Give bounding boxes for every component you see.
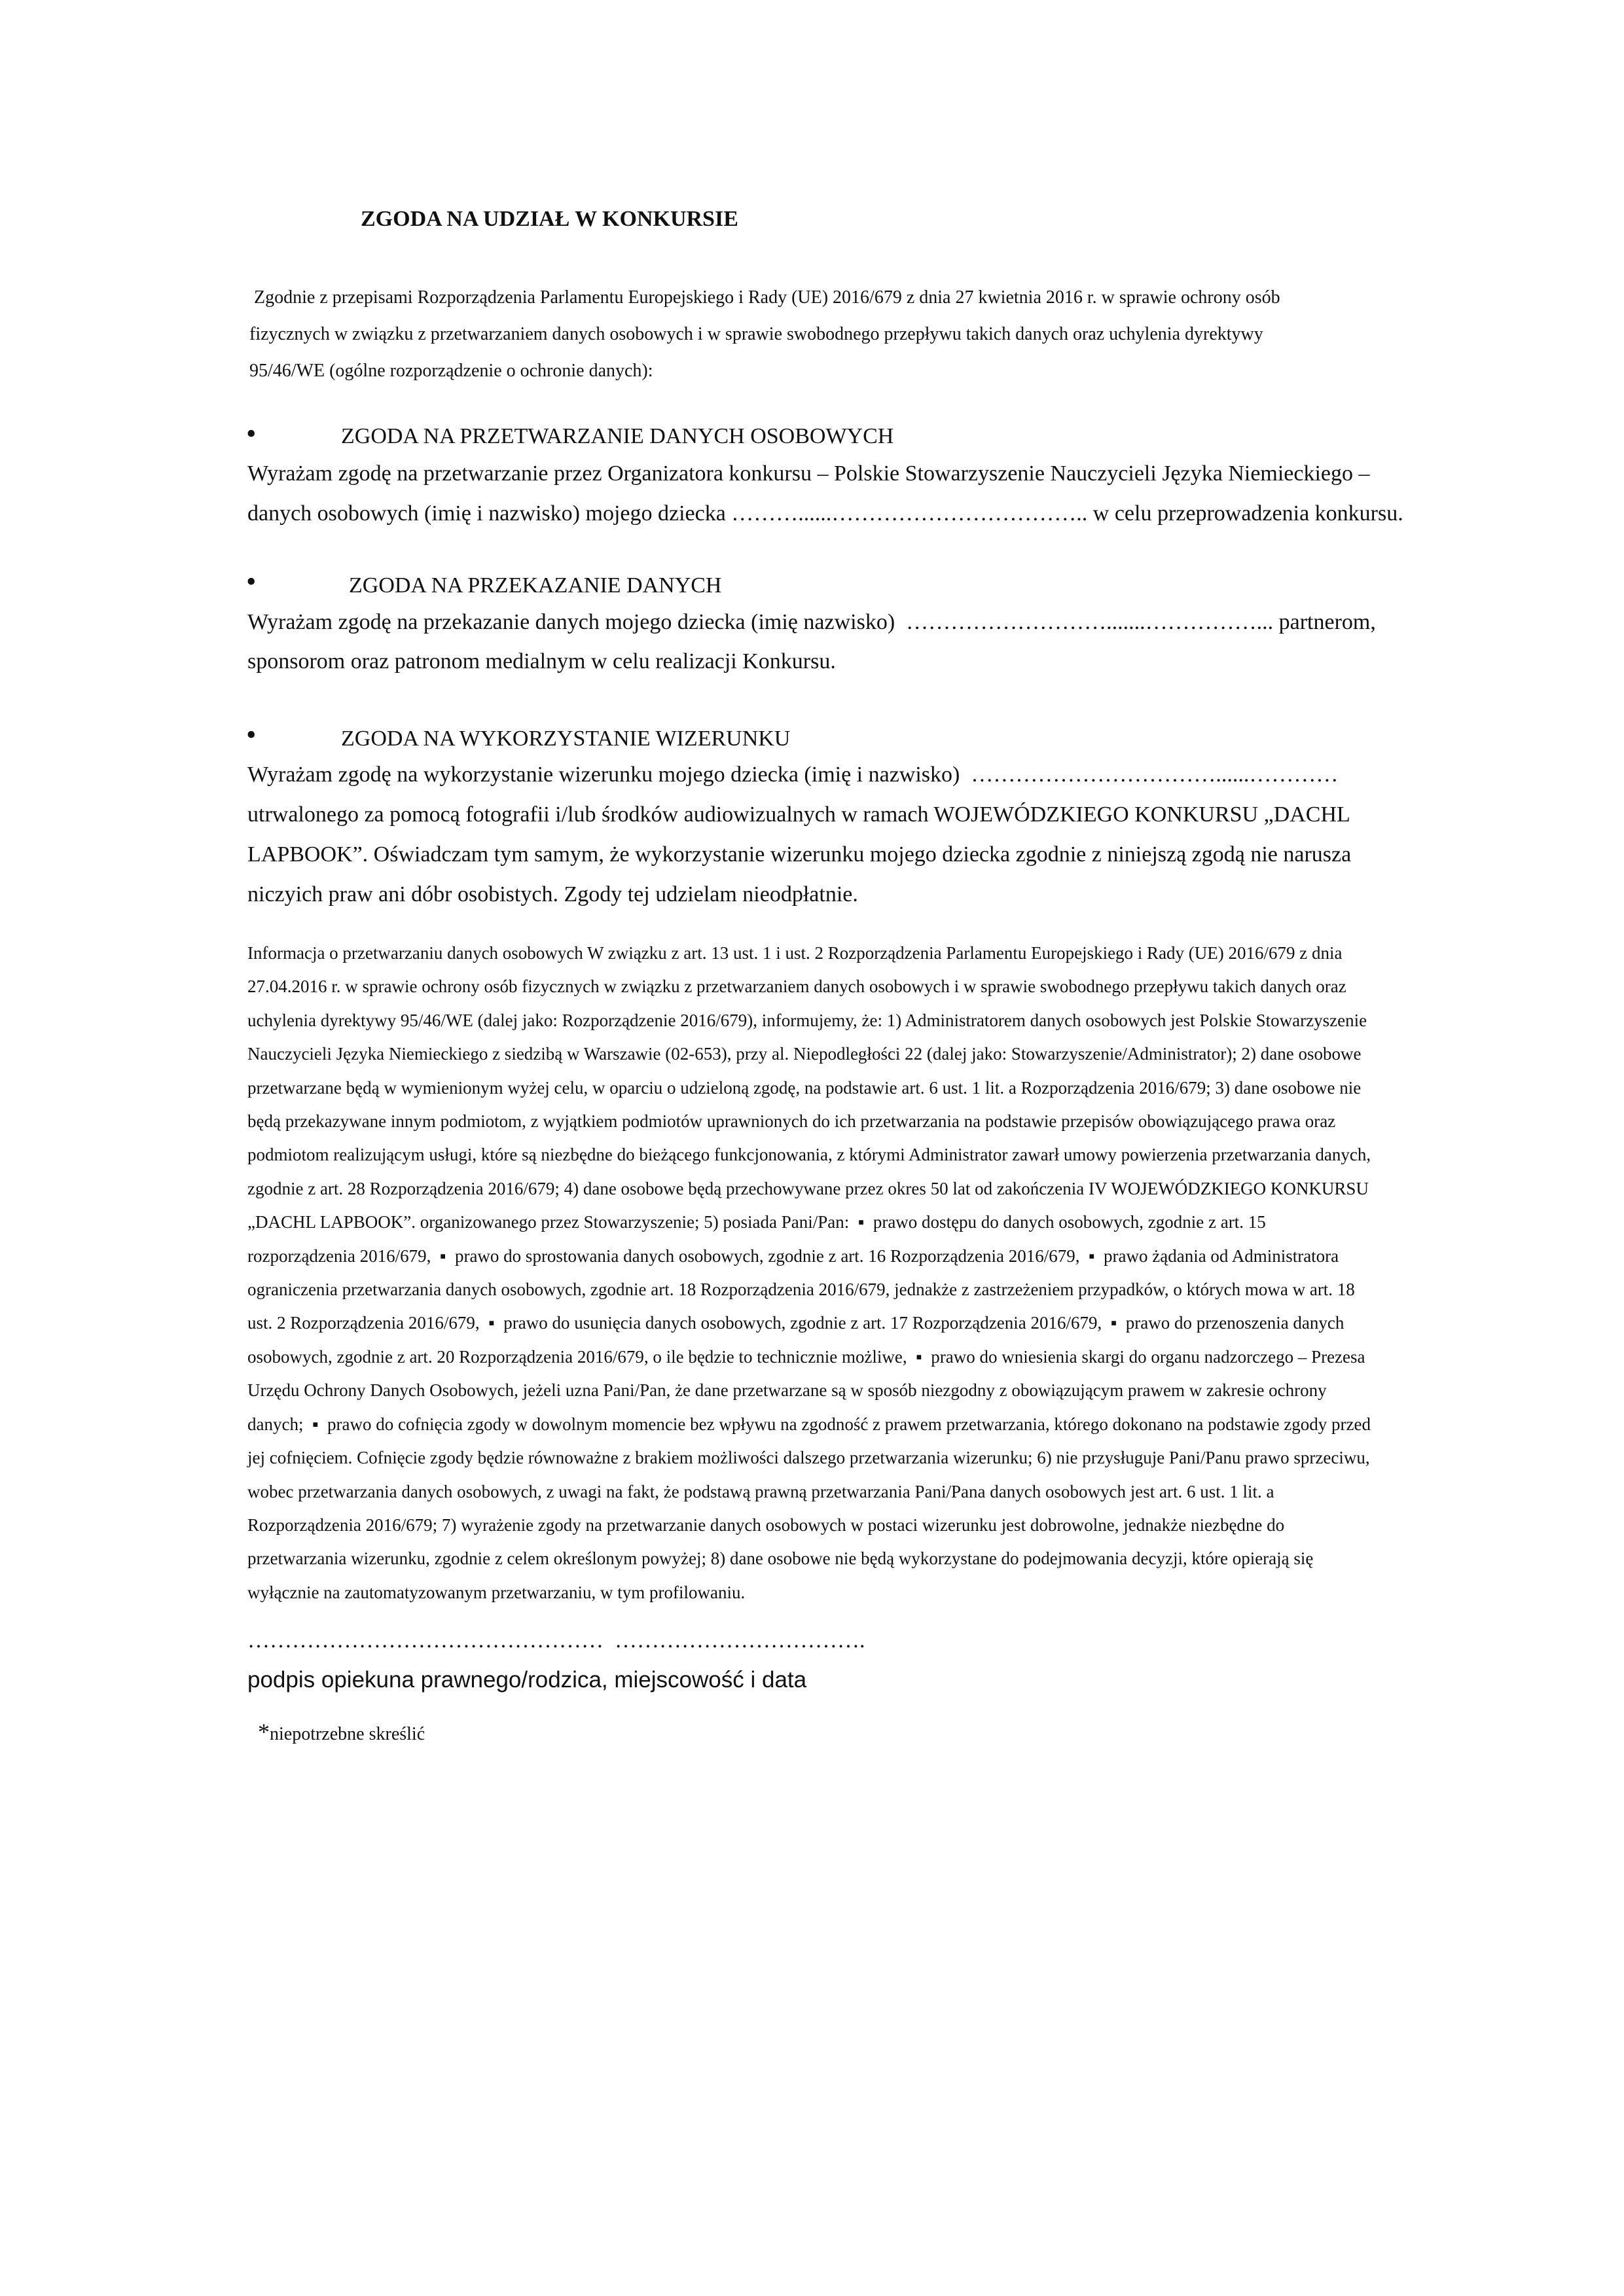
signature-label: podpis opiekuna prawnego/rodzica, miejscowość i data (247, 1667, 807, 1693)
information-line: danych; ▪ prawo do cofnięcia zgody w dowolnym momencie bez wpływu na zgodność z prawem przetwarzania, którego dokonano na podstawie zgody przed (247, 1414, 1371, 1434)
section-line: danych osobowych (imię i nazwisko) mojego dziecka ………......…………………………….. w celu przeprowadzenia konkursu. (247, 501, 1403, 526)
information-line: „DACHL LAPBOOK”. organizowanego przez Stowarzyszenie; 5) posiada Pani/Pan: ▪ prawo dostępu do danych osobowych, zgodnie z art. 15 (247, 1212, 1266, 1232)
information-line: będą przekazywane innym podmiotom, z wyjątkiem podmiotów uprawnionych do ich przetwarzania na podstawie przepisów obowiązującego prawa oraz (247, 1111, 1336, 1132)
section-line: Wyrażam zgodę na wykorzystanie wizerunku mojego dziecka (imię i nazwisko) ……………………………......………… (247, 762, 1339, 787)
section-line: LAPBOOK”. Oświadczam tym samym, że wykorzystanie wizerunku mojego dziecka zgodnie z niniejszą zgodą nie narusza (247, 842, 1352, 867)
information-line: wyłącznie na zautomatyzowanym przetwarzaniu, w tym profilowaniu. (247, 1582, 746, 1602)
section-heading-processing: ZGODA NA PRZETWARZANIE DANYCH OSOBOWYCH (341, 424, 894, 448)
section-line: utrwalonego za pomocą fotografii i/lub środków audiowizualnych w ramach WOJEWÓDZKIEGO KONKURSU „DACHL (247, 802, 1350, 827)
intro-line: Zgodnie z przepisami Rozporządzenia Parlamentu Europejskiego i Rady (UE) 2016/679 z dnia 27 kwietnia 2016 r. w sprawie ochrony osób (249, 287, 1280, 308)
information-clause (247, 937, 1399, 1609)
bullet-icon: • (246, 418, 257, 450)
section-line: niczyich praw ani dóbr osobistych. Zgody tej udzielam nieodpłatnie. (247, 882, 858, 906)
section-line: Wyrażam zgodę na przetwarzanie przez Organizatora konkursu – Polskie Stowarzyszenie Nauczycieli Języka Niemieckiego – (247, 461, 1370, 486)
information-line: Nauczycieli Języka Niemieckiego z siedzibą w Warszawie (02-653), przy al. Niepodległości 22 (dalej jako: Stowarzyszenie/Administrator); 2) dane osobowe (247, 1044, 1362, 1064)
section-line: sponsorom oraz patronom medialnym w celu realizacji Konkursu. (247, 649, 836, 673)
section-line: Wyrażam zgodę na przekazanie danych mojego dziecka (imię nazwisko) ……………………….......……………... partnerom, (247, 610, 1376, 634)
information-line: 27.04.2016 r. w sprawie ochrony osób fizycznych w związku z przetwarzaniem danych osobowych i w sprawie swobodnego przepływu takich danych oraz (247, 977, 1346, 997)
information-line: Urzędu Ochrony Danych Osobowych, jeżeli uzna Pani/Pan, że dane przetwarzane są w sposób niezgodny z obowiązującym prawem w zakresie ochrony (247, 1380, 1327, 1401)
information-line: ograniczenia przetwarzania danych osobowych, zgodnie art. 18 Rozporządzenia 2016/679, jednakże z zastrzeżeniem przypadków, o których mowa w art. 18 (247, 1280, 1355, 1300)
footnote-asterisk: * (258, 1719, 270, 1745)
information-line: zgodnie z art. 28 Rozporządzenia 2016/679; 4) dane osobowe będą przechowywane przez okres 50 lat od zakończenia IV WOJEWÓDZKIEGO KONKURSU (247, 1178, 1369, 1198)
information-line: ust. 2 Rozporządzenia 2016/679, ▪ prawo do usunięcia danych osobowych, zgodnie z art. 17 Rozporządzenia 2016/679, ▪ prawo do przenoszenia danych (247, 1313, 1344, 1333)
bullet-icon: • (246, 565, 257, 598)
information-line: Informacja o przetwarzaniu danych osobowych W związku z art. 13 ust. 1 i ust. 2 Rozporządzenia Parlamentu Europejskiego i Rady (UE) 2016/679 z dnia (247, 943, 1343, 963)
footnote-text: niepotrzebne skreślić (270, 1724, 425, 1744)
intro-line: 95/46/WE (ogólne rozporządzenie o ochronie danych): (249, 361, 653, 381)
document-title: ZGODA NA UDZIAŁ W KONKURSIE (361, 207, 738, 231)
information-line: przetwarzania wizerunku, zgodnie z celem określonym powyżej; 8) dane osobowe nie będą wykorzystane do podejmowania decyzji, które opierają się (247, 1549, 1314, 1569)
signature-line: ………………………………………… ……………………………. (247, 1628, 865, 1653)
information-line: przetwarzane będą w wymienionym wyżej celu, w oparciu o udzieloną zgodę, na podstawie art. 6 ust. 1 lit. a Rozporządzenia 2016/679; 3) dane osobowe nie (247, 1077, 1362, 1098)
intro-paragraph (249, 279, 1375, 389)
information-line: osobowych, zgodnie z art. 20 Rozporządzenia 2016/679, o ile będzie to technicznie możliwe, ▪ prawo do wniesienia skargi do organu nadzorczego – Prezesa (247, 1346, 1365, 1367)
information-line: uchylenia dyrektywy 95/46/WE (dalej jako: Rozporządzenie 2016/679), informujemy, że: 1) Administratorem danych osobowych jest Polskie Stowarzyszenie (247, 1010, 1367, 1030)
information-line: jej cofnięciem. Cofnięcie zgody będzie równoważne z brakiem możliwości dalszego przetwarzania wizerunku; 6) nie przysługuje Pani/Panu prawo sprzeciwu, (247, 1448, 1370, 1468)
footnote (247, 1706, 425, 1757)
information-line: rozporządzenia 2016/679, ▪ prawo do sprostowania danych osobowych, zgodnie z art. 16 Rozporządzenia 2016/679, ▪ prawo żądania od Administratora (247, 1246, 1339, 1266)
section-heading-transfer: ZGODA NA PRZEKAZANIE DANYCH (349, 573, 722, 598)
information-line: Rozporządzenia 2016/679; 7) wyrażenie zgody na przetwarzanie danych osobowych w postaci wizerunku jest dobrowolne, jednakże niezbędne do (247, 1515, 1285, 1535)
section-heading-image: ZGODA NA WYKORZYSTANIE WIZERUNKU (341, 726, 791, 751)
information-line: wobec przetwarzania danych osobowych, z uwagi na fakt, że podstawą prawną przetwarzania Pani/Pana danych osobowych jest art. 6 ust. 1 lit. a (247, 1481, 1274, 1501)
information-line: podmiotom realizującym usługi, które są niezbędne do bieżącego funkcjonowania, z którymi Administrator zawarł umowy powierzenia przetwarzania danych, (247, 1145, 1371, 1165)
intro-line: fizycznych w związku z przetwarzaniem danych osobowych i w sprawie swobodnego przepływu takich danych oraz uchylenia dyrektywy (249, 324, 1263, 344)
bullet-icon: • (246, 719, 257, 751)
